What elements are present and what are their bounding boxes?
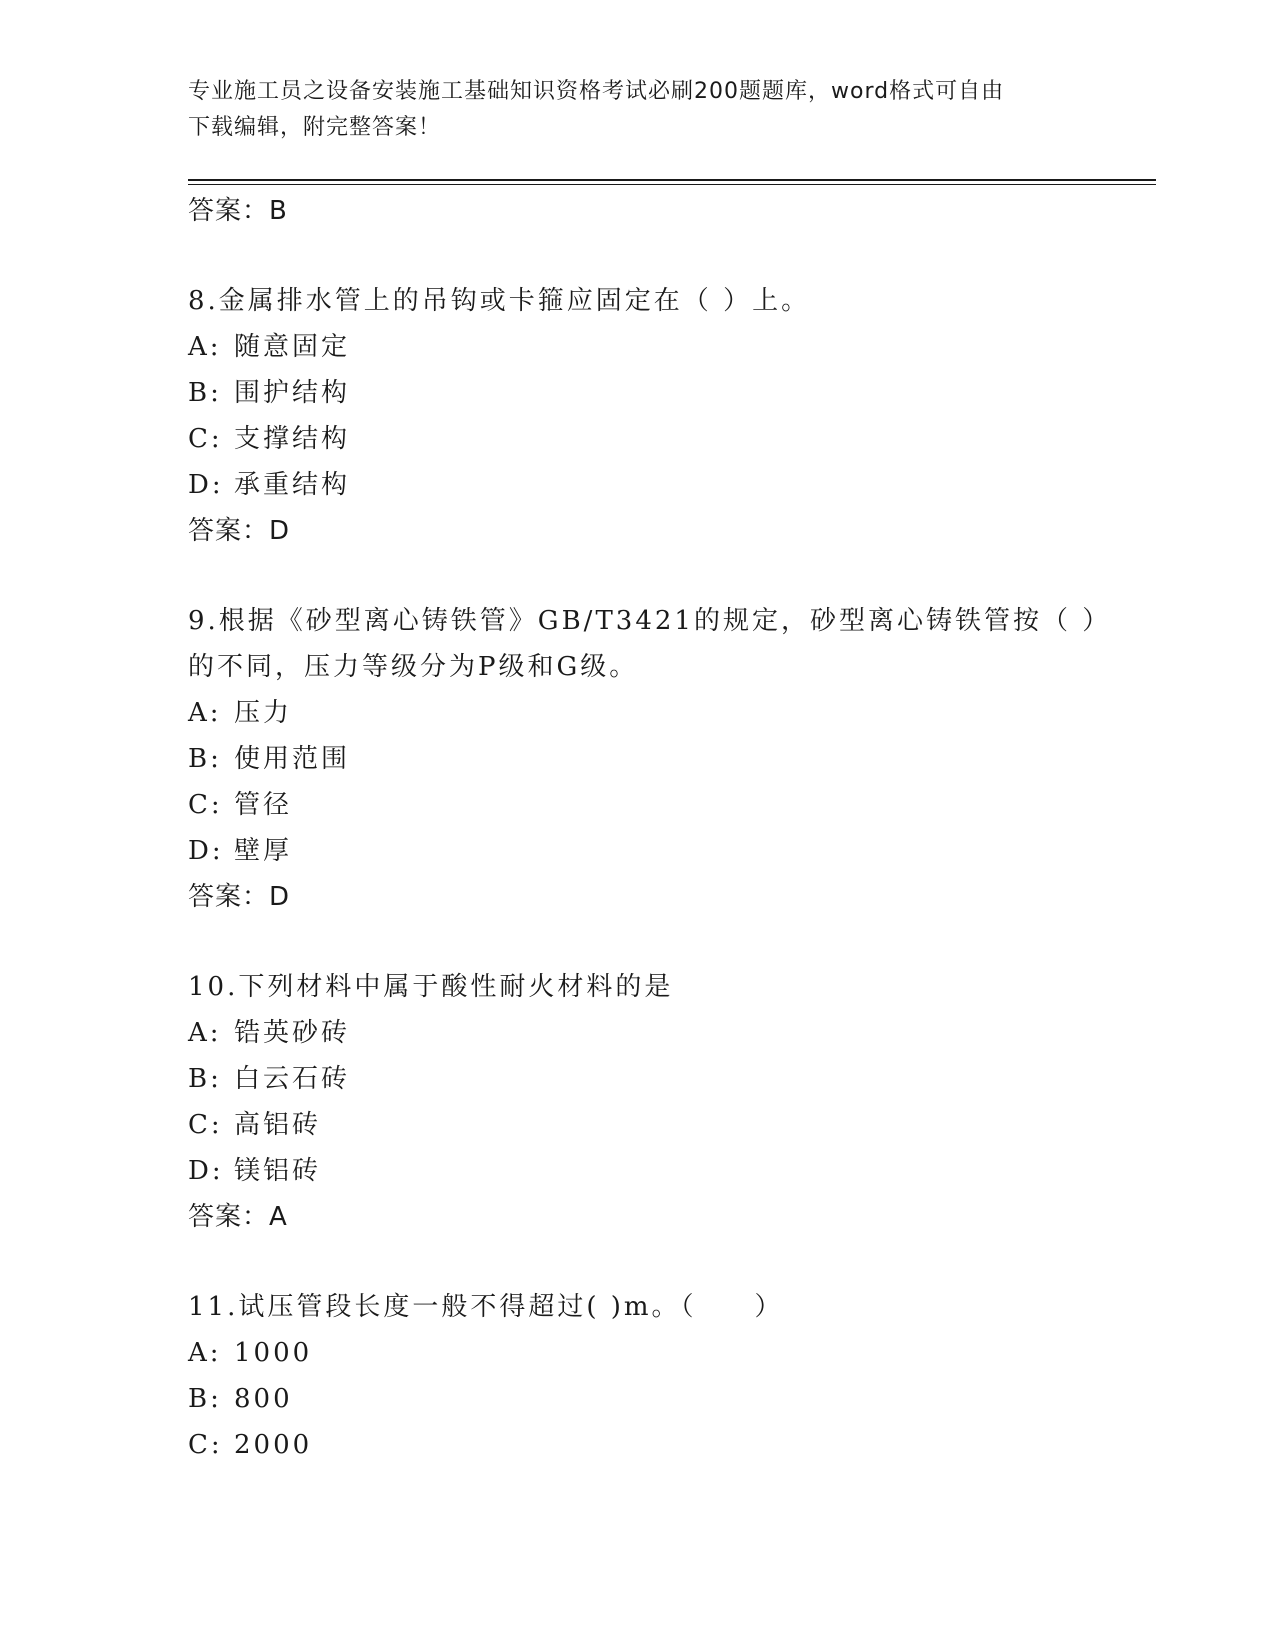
question-text: 11.试压管段长度一般不得超过( )m。（ ） bbox=[188, 1292, 784, 1322]
option-c: C: 高铝砖 bbox=[188, 1110, 322, 1140]
previous-answer: 答案：B bbox=[188, 196, 288, 226]
option-b: B: 800 bbox=[188, 1384, 293, 1414]
option-c: C: 2000 bbox=[188, 1430, 313, 1460]
question-9 bbox=[188, 598, 1112, 920]
question-list bbox=[188, 188, 1112, 1468]
option-c: C: 管径 bbox=[188, 790, 293, 820]
header-divider-thin bbox=[188, 184, 1156, 185]
option-b: B: 白云石砖 bbox=[188, 1064, 351, 1094]
question-text: 9.根据《砂型离心铸铁管》GB/T3421的规定，砂型离心铸铁管按（ ） bbox=[188, 606, 1112, 636]
question-10 bbox=[188, 964, 1088, 1240]
question-8 bbox=[188, 278, 1088, 554]
answer: 答案：A bbox=[188, 1202, 288, 1232]
option-d: D: 镁铝砖 bbox=[188, 1156, 322, 1186]
answer: 答案：D bbox=[188, 516, 291, 546]
option-a: A: 1000 bbox=[188, 1338, 313, 1368]
header-line-2: 下载编辑，附完整答案！ bbox=[188, 115, 442, 140]
option-c: C: 支撑结构 bbox=[188, 424, 351, 454]
header-divider-thick bbox=[188, 179, 1156, 181]
question-text-continued: 的不同，压力等级分为P级和G级。 bbox=[188, 652, 639, 682]
answer: 答案：D bbox=[188, 882, 291, 912]
document-header bbox=[188, 74, 1088, 146]
option-a: A: 压力 bbox=[188, 698, 293, 728]
option-d: D: 壁厚 bbox=[188, 836, 293, 866]
option-b: B: 使用范围 bbox=[188, 744, 351, 774]
question-text: 8.金属排水管上的吊钩或卡箍应固定在（ ）上。 bbox=[188, 286, 811, 316]
question-text: 10.下列材料中属于酸性耐火材料的是 bbox=[188, 972, 674, 1002]
question-11 bbox=[188, 1284, 1088, 1468]
header-line-1: 专业施工员之设备安装施工基础知识资格考试必刷200题题库，word格式可自由 bbox=[188, 79, 1005, 104]
option-a: A: 随意固定 bbox=[188, 332, 351, 362]
option-d: D: 承重结构 bbox=[188, 470, 351, 500]
option-b: B: 围护结构 bbox=[188, 378, 351, 408]
option-a: A: 锆英砂砖 bbox=[188, 1018, 351, 1048]
